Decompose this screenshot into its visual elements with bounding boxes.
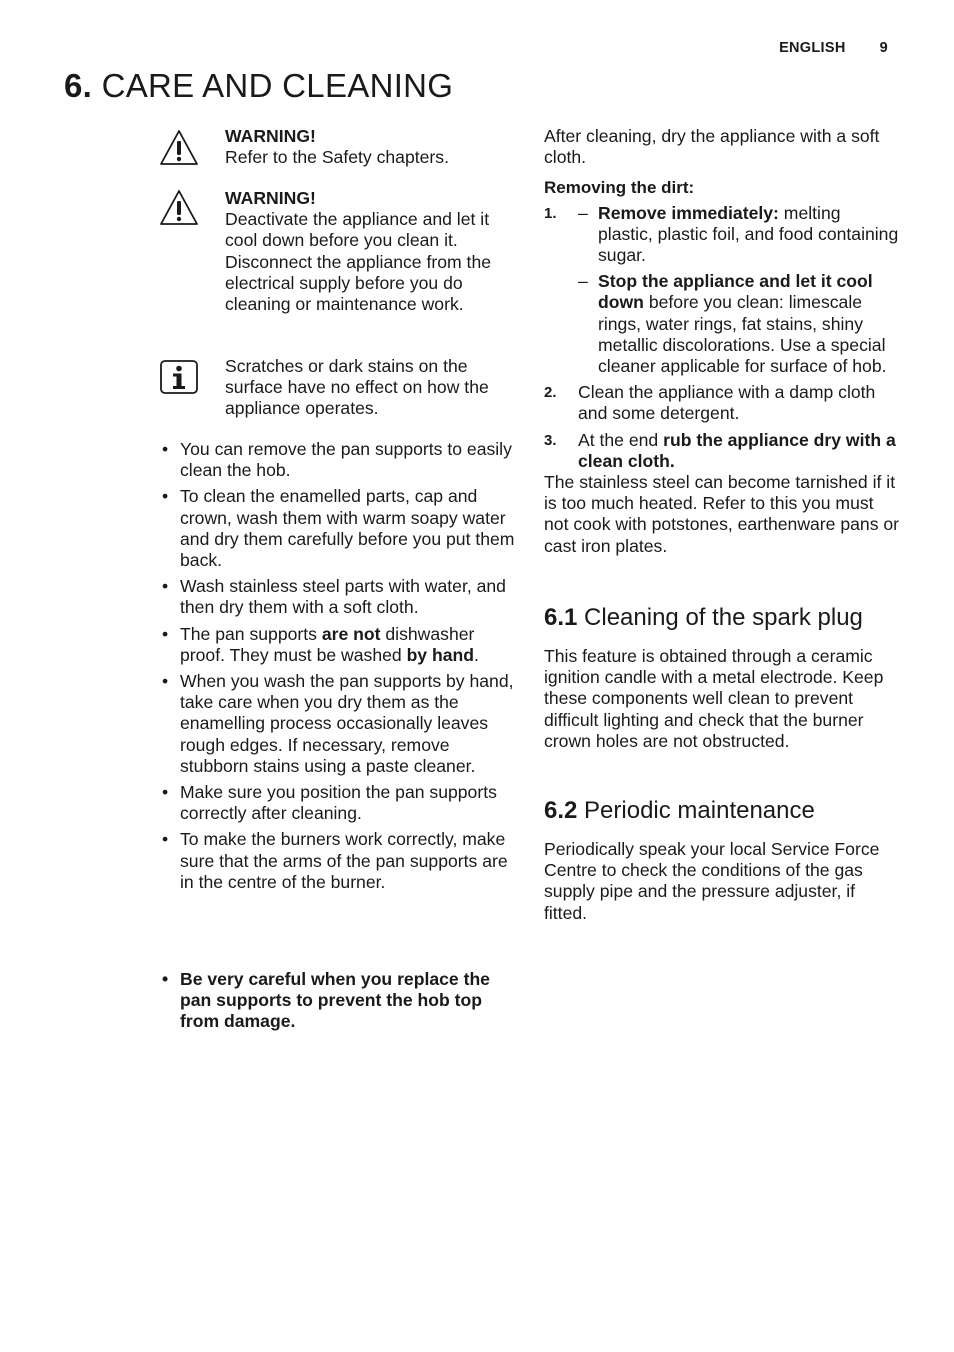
warning-label: WARNING! <box>225 188 316 208</box>
step-text: Clean the appliance with a damp cloth and some detergent. <box>578 382 876 424</box>
step-item <box>544 382 900 424</box>
step-item <box>544 203 900 378</box>
chapter-number: 6. <box>64 67 93 104</box>
page-header <box>779 38 888 59</box>
list-item: • You can remove the pan supports to easily clean the hob. <box>160 439 520 481</box>
list-item: • To clean the enamelled parts, cap and crown, wash them with warm soapy water and dry them carefully before you put them back. <box>160 486 520 571</box>
warning-triangle-icon <box>158 188 200 228</box>
step-number: 3. <box>544 431 557 449</box>
warning-label: WARNING! <box>225 126 316 146</box>
removing-dirt-steps <box>544 203 900 472</box>
bold-run: are not <box>321 623 381 644</box>
stainless-steel-text: The stainless steel can become tarnished if it is too much heated. Refer to this you must not cook with potstones, earthenware pans or cast iron plates. <box>544 472 900 556</box>
warning-text: Deactivate the appliance and let it cool down before you clean it. Disconnect the appliance from the electrical supply before you do cleaning or maintenance work. <box>225 209 492 315</box>
step-number: 2. <box>544 384 557 402</box>
text-run: The pan supports <box>180 623 322 644</box>
warning-note-2 <box>225 188 520 315</box>
list-item: • Wash stainless steel parts with water, and then dry them with a soft cloth. <box>160 576 520 618</box>
step-item <box>544 430 900 472</box>
section-6-2-text: Periodically speak your local Service Force Centre to check the conditions of the gas supply pipe and the pressure adjuster, if fitted. <box>544 839 880 923</box>
bold-run: Remove immediately: <box>598 202 779 223</box>
section-6-1-heading <box>544 603 900 633</box>
cleaning-bullet-list <box>160 439 520 898</box>
dash-list <box>578 203 900 378</box>
text-run: . <box>474 644 479 665</box>
section-title: Cleaning of the spark plug <box>577 604 863 631</box>
warning-text: Refer to the Safety chapters. <box>225 147 449 168</box>
step-number: 1. <box>544 204 557 222</box>
section-6-2-heading <box>544 796 900 826</box>
step-text: At the end <box>578 429 664 450</box>
list-item <box>578 271 900 377</box>
list-item: • Be very careful when you replace the pan supports to prevent the hob top from damage. <box>160 969 520 1033</box>
info-icon <box>158 358 200 398</box>
header-language: ENGLISH <box>779 40 846 56</box>
section-number: 6.2 <box>544 797 578 824</box>
list-item: • Make sure you position the pan supports correctly after cleaning. <box>160 782 520 824</box>
intro-text: After cleaning, dry the appliance with a soft cloth. <box>544 126 880 168</box>
list-item: • To make the burners work correctly, make sure that the arms of the pan supports are in the centre of the burner. <box>160 829 520 893</box>
right-column <box>544 126 900 557</box>
chapter-title: CARE AND CLEANING <box>101 67 454 104</box>
text-run: before you clean: limescale rings, water rings, fat stains, shiny metallic discolorations. Use a special cleaner applicable for surface of hob. <box>598 292 887 377</box>
bold-run: Stop the appliance and let it cool down <box>598 271 873 313</box>
caution-bullet-list <box>160 969 520 1038</box>
section-number: 6.1 <box>544 604 578 631</box>
list-item <box>160 624 520 666</box>
removing-dirt-heading: Removing the dirt: <box>544 178 695 198</box>
page-number: 9 <box>879 40 888 56</box>
warning-note-1 <box>225 126 520 168</box>
list-item: • When you wash the pan supports by hand, take care when you dry them as the enamelling process occasionally leaves rough edges. If necessary, remove stubborn stains using a paste cleaner. <box>160 671 520 777</box>
warning-triangle-icon <box>158 128 200 168</box>
text-run: dishwasher proof. They must be washed <box>180 623 475 665</box>
list-item <box>578 203 900 267</box>
section-title: Periodic maintenance <box>577 797 815 824</box>
bold-run: by hand <box>406 644 475 665</box>
page-title <box>64 64 453 108</box>
bold-run: rub the appliance dry with a clean cloth. <box>578 429 896 471</box>
info-text: Scratches or dark stains on the surface have no effect on how the appliance operates. <box>225 356 489 419</box>
text-run: melting plastic, plastic foil, and food containing sugar. <box>598 202 899 266</box>
section-6-1-text: This feature is obtained through a ceramic ignition candle with a metal electrode. Keep these components well clean to prevent difficult lighting and check that the burner crown holes are not obstructed. <box>544 646 884 751</box>
info-note <box>225 356 520 420</box>
